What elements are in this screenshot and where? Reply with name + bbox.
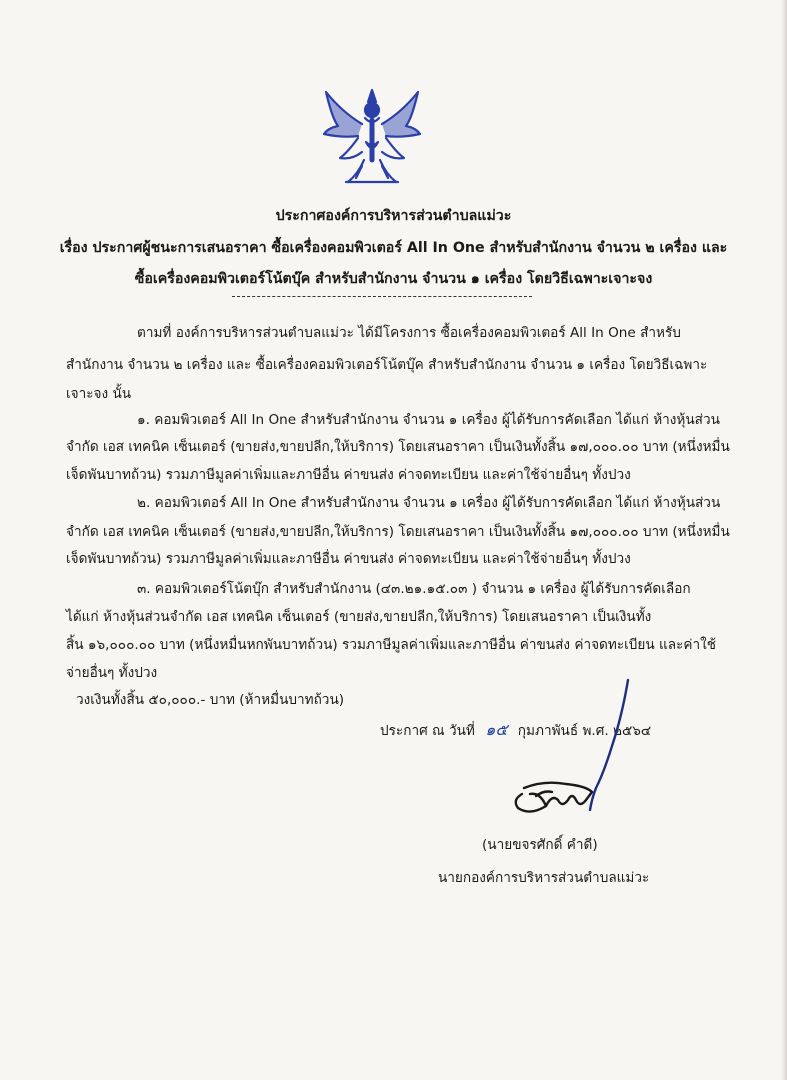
signatory-position: นายกองค์การบริหารส่วนตำบลแม่วะ — [438, 870, 650, 886]
handwritten-signature-icon — [500, 676, 640, 826]
intro-line-3: เจาะจง นั้น — [66, 386, 132, 402]
item-3-line-2: ได้แก่ ห้างหุ้นส่วนจำกัด เอส เทคนิค เซ็นเตอร์ (ขายส่ง,ขายปลีก,ให้บริการ) โดยเสนอราคา เป็นเงินทั้ง — [66, 609, 652, 625]
signatory-name: (นายขจรศักดิ์ คำดี) — [482, 837, 598, 853]
item-3-line-1: ๓. คอมพิวเตอร์โน้ตบุ๊ก สำหรับสำนักงาน (๔๓.๒๑.๑๕.๐๓ ) จำนวน ๑ เครื่อง ผู้ได้รับการคัดเลือก — [137, 581, 691, 597]
item-1-line-1: ๑. คอมพิวเตอร์ All In One สำหรับสำนักงาน จำนวน ๑ เครื่อง ผู้ได้รับการคัดเลือก ได้แก่ ห้างหุ้นส่วน — [137, 412, 720, 428]
garuda-emblem-icon — [318, 82, 426, 190]
total-amount: วงเงินทั้งสิ้น ๕๐,๐๐๐.- บาท (ห้าหมื่นบาทถ้วน) — [76, 692, 345, 708]
date-day: ๑๕ — [485, 720, 508, 739]
date-prefix: ประกาศ ณ วันที่ — [380, 723, 475, 739]
item-1-line-2: จำกัด เอส เทคนิค เซ็นเตอร์ (ขายส่ง,ขายปลีก,ให้บริการ) โดยเสนอราคา เป็นเงินทั้งสิ้น ๑๗,๐๐๐.๐๐ บาท (หนึ่งหมื่น — [66, 439, 730, 455]
date-month-year: กุมภาพันธ์ พ.ศ. ๒๕๖๔ — [517, 723, 652, 739]
item-2-line-1: ๒. คอมพิวเตอร์ All In One สำหรับสำนักงาน จำนวน ๑ เครื่อง ผู้ได้รับการคัดเลือก ได้แก่ ห้างหุ้นส่วน — [137, 495, 721, 511]
intro-line-2: สำนักงาน จำนวน ๒ เครื่อง และ ซื้อเครื่องคอมพิวเตอร์โน้ตบุ๊ค สำหรับสำนักงาน จำนวน ๑ เครื่อง โดยวิธีเฉพาะ — [66, 357, 708, 373]
announcement-title: ประกาศองค์การบริหารส่วนตำบลแม่วะ — [275, 208, 512, 224]
intro-line-1: ตามที่ องค์การบริหารส่วนตำบลแม่วะ ได้มีโครงการ ซื้อเครื่องคอมพิวเตอร์ All In One สำหรับ — [137, 325, 681, 341]
item-1-line-3: เจ็ดพันบาทถ้วน) รวมภาษีมูลค่าเพิ่มและภาษีอื่น ค่าขนส่ง ค่าจดทะเบียน และค่าใช้จ่ายอื่นๆ ทั้งปวง — [66, 467, 631, 483]
page-edge-shadow — [781, 0, 787, 1080]
item-3-line-3: สิ้น ๑๖,๐๐๐.๐๐ บาท (หนึ่งหมื่นหกพันบาทถ้วน) รวมภาษีมูลค่าเพิ่มและภาษีอื่น ค่าขนส่ง ค่าจดทะเบียน และค่าใช้ — [66, 637, 716, 653]
item-2-line-3: เจ็ดพันบาทถ้วน) รวมภาษีมูลค่าเพิ่มและภาษีอื่น ค่าขนส่ง ค่าจดทะเบียน และค่าใช้จ่ายอื่นๆ ทั้งปวง — [66, 551, 631, 567]
divider — [232, 296, 532, 297]
subject-line-2: ซื้อเครื่องคอมพิวเตอร์โน้ตบุ๊ค สำหรับสำนักงาน จำนวน ๑ เครื่อง โดยวิธีเฉพาะเจาะจง — [134, 271, 653, 287]
item-2-line-2: จำกัด เอส เทคนิค เซ็นเตอร์ (ขายส่ง,ขายปลีก,ให้บริการ) โดยเสนอราคา เป็นเงินทั้งสิ้น ๑๗,๐๐๐.๐๐ บาท (หนึ่งหมื่น — [66, 524, 730, 540]
subject-line-1: เรื่อง ประกาศผู้ชนะการเสนอราคา ซื้อเครื่องคอมพิวเตอร์ All In One สำหรับสำนักงาน จำนวน ๒ เครื่อง และ — [59, 240, 728, 256]
item-3-line-4: จ่ายอื่นๆ ทั้งปวง — [66, 665, 158, 681]
